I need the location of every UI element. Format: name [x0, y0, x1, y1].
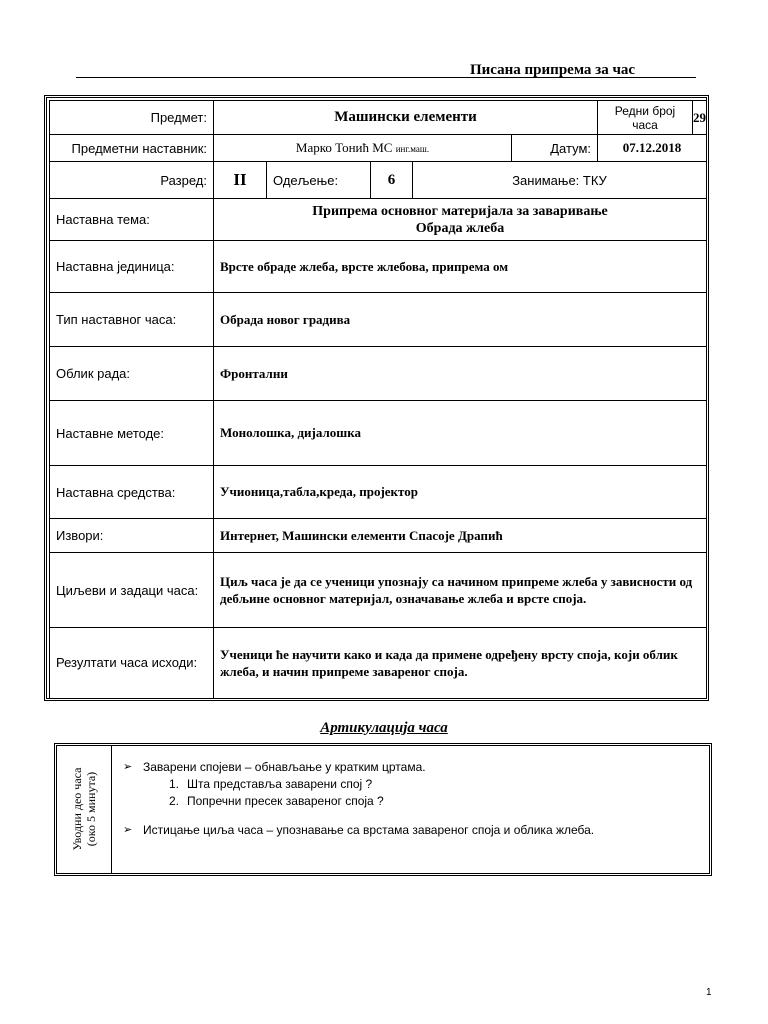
intro-phase-duration: (око 5 минута) — [84, 771, 98, 847]
means-label: Наставна средства: — [50, 466, 214, 519]
date-label: Датум: — [512, 135, 598, 162]
class-label: Одељење: — [267, 162, 371, 199]
date-value: 07.12.2018 — [598, 135, 707, 162]
intro-phase-label — [70, 749, 98, 869]
list-item — [123, 760, 703, 777]
work-form-value: Фронтални — [214, 347, 707, 401]
lesson-info-table — [44, 95, 709, 701]
intro-phase-cell — [57, 746, 112, 873]
subject-value: Машински елементи — [214, 101, 598, 135]
topic-line-1: Припрема основног материјала за заваривање — [312, 203, 608, 219]
topic-value — [214, 199, 707, 241]
bullet-text: Заварени спојеви – обнављање у кратким цртама. — [143, 760, 426, 774]
methods-label: Наставне методе: — [50, 401, 214, 466]
list-item — [123, 823, 703, 840]
document-title: Писана припрема за час — [470, 62, 636, 78]
results-value: Ученици ће научити како и када да примене одређену врсту споја, који облик жлеба, и начин припреме завареног споја. — [214, 628, 707, 699]
sources-value: Интернет, Машински елементи Спасоје Драпић — [214, 519, 707, 553]
topic-line-2: Обрада жлеба — [415, 220, 505, 236]
means-value: Учионица,табла,креда, пројектор — [214, 466, 707, 519]
page-number: 1 — [706, 987, 712, 998]
arrow-bullet-icon: ➢ — [123, 824, 133, 836]
occupation-label: Занимање: ТКУ — [413, 162, 707, 199]
articulation-heading: Артикулација часа — [320, 720, 448, 736]
work-form-label: Облик рада: — [50, 347, 214, 401]
goals-value: Циљ часа је да се ученици упознају са начином припреме жлеба у зависности од дебљине основног материјал, означавање жлеба и врсте споја. — [214, 553, 707, 628]
intro-phase-title: Уводни део часа — [70, 767, 84, 851]
articulation-table — [54, 743, 712, 876]
item-text: Попречни пресек завареног споја ? — [187, 794, 384, 808]
subject-label: Предмет: — [50, 101, 214, 135]
lesson-type-label: Тип наставног часа: — [50, 293, 214, 347]
class-value: 6 — [371, 162, 413, 199]
sources-label: Извори: — [50, 519, 214, 553]
bullet-text: Истицање циља часа – упознавање са врстама завареног споја и облика жлеба. — [143, 823, 595, 837]
grade-label: Разред: — [50, 162, 214, 199]
methods-value: Монолошка, дијалошка — [214, 401, 707, 466]
lesson-number-label: Редни број часа — [598, 101, 693, 135]
item-text: Шта представља заварени спој ? — [187, 777, 373, 791]
teacher-name: Марко Тонић МС — [295, 140, 393, 155]
results-label: Резултати часа исходи: — [50, 628, 214, 699]
arrow-bullet-icon: ➢ — [123, 761, 133, 773]
teacher-label: Предметни наставник: — [50, 135, 214, 162]
lesson-number-value: 29 — [693, 101, 707, 135]
title-underline — [76, 77, 696, 78]
grade-value: II — [214, 162, 267, 199]
item-number: 2. — [169, 794, 180, 808]
lesson-type-value: Обрада новог градива — [214, 293, 707, 347]
list-item — [123, 777, 703, 794]
teacher-value — [214, 135, 512, 162]
intro-phase-content — [123, 760, 703, 840]
unit-label: Наставна јединица: — [50, 241, 214, 293]
goals-label: Циљеви и задаци часа: — [50, 553, 214, 628]
list-item — [123, 794, 703, 811]
teacher-suffix: инг.маш. — [395, 144, 430, 154]
item-number: 1. — [169, 777, 180, 791]
unit-value: Врсте обраде жлеба, врсте жлебова, припрема ом — [214, 241, 707, 293]
topic-label: Наставна тема: — [50, 199, 214, 241]
